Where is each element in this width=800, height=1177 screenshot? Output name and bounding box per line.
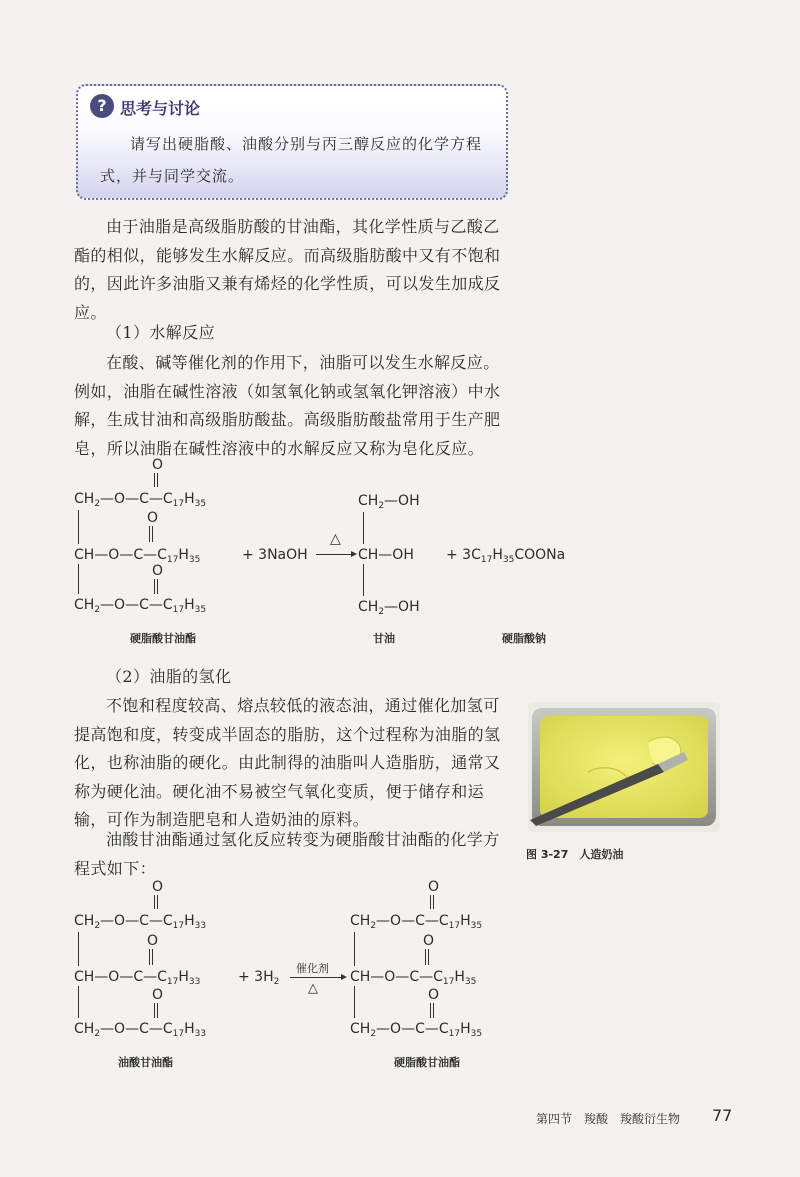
double-bond <box>430 1003 434 1018</box>
section2-paragraph: 不饱和程度较高、熔点较低的液态油，通过催化加氢可提高饱和度，转变成半固态的脂肪，这个过程称为油脂的氢化，也称油脂的硬化。由此制得的油脂叫人造脂肪，通常又称为硬化油。硬化油不易被空气氧化变质，便于储存和运输，可作为制造肥皂和人造奶油的原料。 <box>74 696 501 830</box>
chem-row-ch2-bottom: $CH_2—O—C—C_{17}H_{35}$ <box>74 597 207 615</box>
label-triolein: 油酸甘油酯 <box>118 1056 173 1069</box>
section2-paragraph-2: 油酸甘油酯通过氢化反应转变为硬脂酸甘油酯的化学方程式如下： <box>74 830 500 878</box>
double-bond <box>154 895 158 909</box>
reagent-naoh: + 3NaOH <box>242 547 308 563</box>
carbonyl-oxygen: O <box>423 933 435 949</box>
double-bond <box>425 949 429 965</box>
glycerol-row-top: $CH_2—OH$ <box>358 493 420 511</box>
hydrogenation-equation <box>70 878 520 1073</box>
heat-symbol: △ <box>308 981 318 996</box>
label-tristearin: 硬脂酸甘油酯 <box>130 632 196 645</box>
carbonyl-oxygen: O <box>152 457 164 473</box>
label-sodium-stearate: 硬脂酸钠 <box>502 632 546 645</box>
heat-symbol: △ <box>330 531 341 547</box>
double-bond <box>149 526 153 542</box>
margarine-photo <box>528 702 720 832</box>
carbonyl-oxygen: O <box>428 879 440 895</box>
double-bond <box>430 895 434 909</box>
double-bond <box>154 1003 158 1018</box>
section2-heading: （2）油脂的氢化 <box>106 667 232 686</box>
saponification-equation <box>70 456 590 651</box>
bond-line <box>78 932 79 966</box>
carbonyl-oxygen: O <box>152 987 164 1003</box>
arrow-head <box>351 551 357 557</box>
sodium-stearate-product: + $3C_{17}H_{35}COONa$ <box>446 547 566 565</box>
page-number: 77 <box>712 1106 733 1125</box>
discussion-box <box>76 84 508 200</box>
discussion-title: 思考与讨论 <box>120 99 201 118</box>
label-glycerol: 甘油 <box>373 632 395 645</box>
product-row-ch2-bottom: $CH_2—O—C—C_{17}H_{35}$ <box>350 1021 483 1039</box>
carbonyl-oxygen: O <box>428 987 440 1003</box>
chem-row-ch: $CH—O—C—C_{17}H_{35}$ <box>74 547 201 565</box>
figure-caption: 图 3-27 人造奶油 <box>526 848 624 861</box>
chem-row-ch2-top: $CH_2—O—C—C_{17}H_{35}$ <box>74 491 207 509</box>
chapter-footer: 第四节 羧酸 羧酸衍生物 <box>536 1112 681 1126</box>
carbonyl-oxygen: O <box>152 879 164 895</box>
glycerol-row-middle: CH—OH <box>358 547 414 563</box>
reaction-arrow <box>290 977 344 978</box>
double-bond <box>154 579 158 594</box>
bond-line <box>354 932 355 966</box>
double-bond <box>149 949 153 965</box>
reagent-hydrogen: + $3H_2$ <box>238 969 280 987</box>
reaction-arrow <box>316 554 354 555</box>
intro-paragraph: 由于油脂是高级脂肪酸的甘油酯，其化学性质与乙酸乙酯的相似，能够发生水解反应。而高级脂肪酸中又有不饱和的，因此许多油脂又兼有烯烃的化学性质，可以发生加成反应。 <box>74 217 501 322</box>
question-icon: ? <box>90 94 114 118</box>
bond-line <box>354 986 355 1018</box>
bond-line <box>363 512 364 544</box>
label-tristearin-product: 硬脂酸甘油酯 <box>394 1056 460 1069</box>
section1-heading: （1）水解反应 <box>106 323 215 342</box>
discussion-text: 请写出硬脂酸、油酸分别与丙三醇反应的化学方程式，并与同学交流。 <box>100 135 483 185</box>
glycerol-row-bottom: $CH_2—OH$ <box>358 599 420 617</box>
bond-line <box>78 510 79 544</box>
product-row-ch2-top: $CH_2—O—C—C_{17}H_{35}$ <box>350 913 483 931</box>
chem-row-ch2-top: $CH_2—O—C—C_{17}H_{33}$ <box>74 913 207 931</box>
chem-row-ch: $CH—O—C—C_{17}H_{33}$ <box>74 969 201 987</box>
bond-line <box>78 986 79 1018</box>
bond-line <box>78 564 79 594</box>
bond-line <box>363 564 364 596</box>
chem-row-ch2-bottom: $CH_2—O—C—C_{17}H_{33}$ <box>74 1021 207 1039</box>
carbonyl-oxygen: O <box>147 510 159 526</box>
carbonyl-oxygen: O <box>147 933 159 949</box>
section1-paragraph: 在酸、碱等催化剂的作用下，油脂可以发生水解反应。例如，油脂在碱性溶液（如氢氧化钠或氢氧化钾溶液）中水解，生成甘油和高级脂肪酸盐。高级脂肪酸盐常用于生产肥皂，所以油脂在碱性溶液中的水解反应又称为皂化反应。 <box>74 353 501 458</box>
margarine-image <box>528 702 720 832</box>
arrow-head <box>341 974 347 980</box>
carbonyl-oxygen: O <box>152 563 164 579</box>
product-row-ch: $CH—O—C—C_{17}H_{35}$ <box>350 969 477 987</box>
catalyst-label: 催化剂 <box>296 962 329 975</box>
double-bond <box>154 473 158 487</box>
